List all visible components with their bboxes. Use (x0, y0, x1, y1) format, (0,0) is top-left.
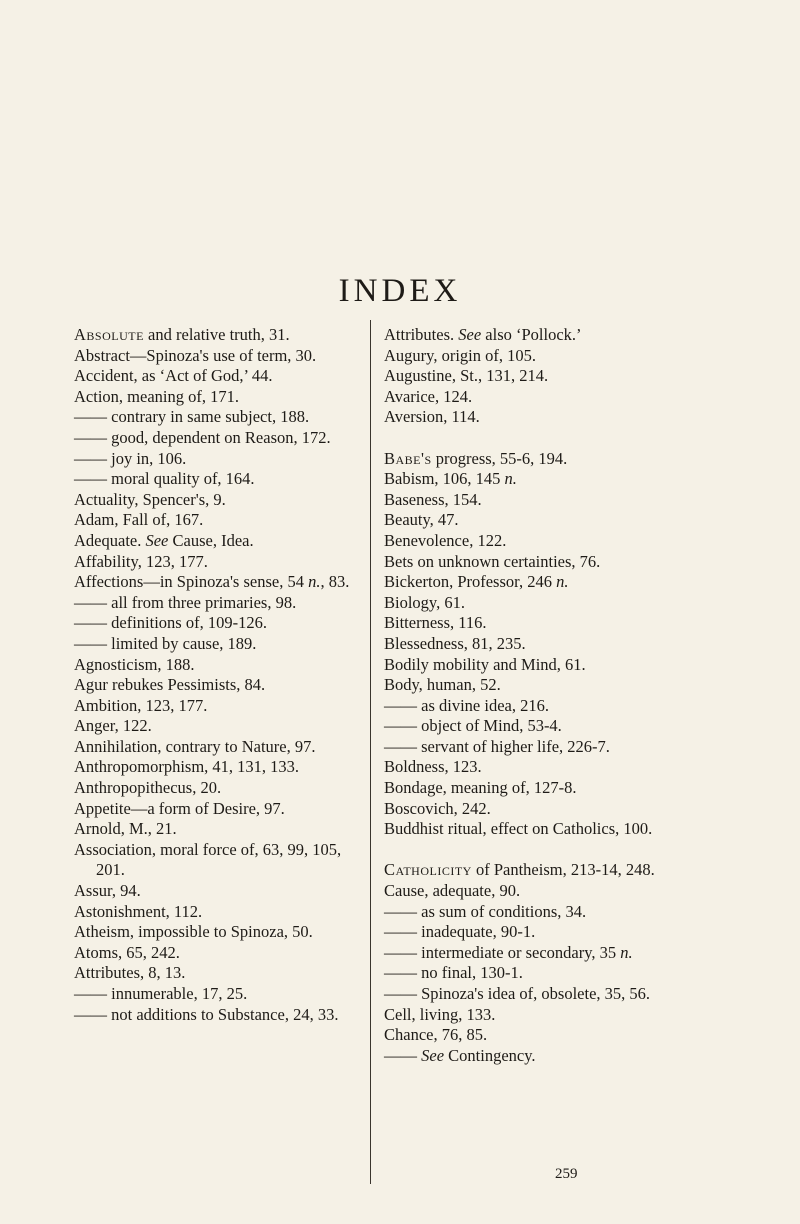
entry-text: Agur rebukes Pessimists, 84. (74, 675, 266, 695)
entry-text: Abstract—Spinoza's use of term, 30. (74, 345, 317, 365)
entry-text: —— contrary in same subject, 188. (74, 407, 310, 427)
entry-text: —— intermediate or secondary, 35 (384, 942, 621, 962)
index-entry (74, 716, 366, 737)
entry-text-after: Contingency. (444, 1045, 536, 1065)
index-entry (384, 860, 694, 881)
index-entry (384, 737, 694, 758)
entry-text: Bodily mobility and Mind, 61. (384, 654, 586, 674)
index-entry (384, 510, 694, 531)
entry-text: —— moral quality of, 164. (74, 469, 255, 489)
index-entry (74, 902, 366, 923)
entry-text: Chance, 76, 85. (384, 1025, 488, 1045)
index-entry (384, 613, 694, 634)
index-entry (384, 963, 694, 984)
entry-text: Biology, 61. (384, 592, 465, 612)
entry-text: —— joy in, 106. (74, 448, 187, 468)
index-entry (74, 737, 366, 758)
entry-text-after: Cause, Idea. (168, 530, 254, 550)
entry-text: Action, meaning of, 171. (74, 386, 239, 406)
entry-text: —— not additions to Substance, 24, 33. (74, 1004, 339, 1024)
index-entry (384, 922, 694, 943)
index-entry (74, 778, 366, 799)
index-entry (384, 552, 694, 573)
entry-text: Augury, origin of, 105. (384, 345, 536, 365)
entry-text: —— definitions of, 109-126. (74, 613, 267, 633)
entry-italic: n. (504, 469, 517, 489)
entry-text: Anthropomorphism, 41, 131, 133. (74, 757, 300, 777)
entry-text: Body, human, 52. (384, 675, 501, 695)
entry-text: Cause, adequate, 90. (384, 881, 521, 901)
index-entry (74, 984, 366, 1005)
entry-text: —— innumerable, 17, 25. (74, 984, 248, 1003)
entry-text: Anger, 122. (74, 716, 152, 736)
entry-text: Adam, Fall of, 167. (74, 510, 204, 530)
index-entry (74, 799, 366, 820)
index-entry (384, 1005, 694, 1026)
entry-lead-word: Babe's (384, 448, 432, 468)
index-entry (384, 490, 694, 511)
index-entry (74, 819, 366, 840)
entry-text: progress, 55-6, 194. (431, 448, 568, 468)
entry-text: Ambition, 123, 177. (74, 695, 208, 715)
entry-italic: n. (556, 572, 569, 592)
index-entry (384, 346, 694, 367)
entry-text: Augustine, St., 131, 214. (384, 366, 549, 386)
index-entry (384, 984, 694, 1005)
index-entry (74, 634, 366, 655)
entry-text: Affability, 123, 177. (74, 551, 208, 571)
index-entry (384, 778, 694, 799)
index-entry (384, 716, 694, 737)
entry-text: Adequate. (74, 530, 146, 550)
index-entry (384, 469, 694, 490)
entry-text: Annihilation, contrary to Nature, 97. (74, 736, 316, 756)
entry-text: Astonishment, 112. (74, 901, 203, 921)
index-entry (74, 449, 366, 470)
index-entry (384, 902, 694, 923)
index-entry (384, 696, 694, 717)
index-column-right (384, 325, 694, 1066)
entry-text: Atheism, impossible to Spinoza, 50. (74, 922, 313, 942)
entry-text: Avarice, 124. (384, 386, 473, 406)
index-entry (74, 428, 366, 449)
entry-italic: n. (620, 942, 633, 962)
index-entry (74, 696, 366, 717)
entry-italic: See (145, 530, 169, 550)
index-entry (74, 572, 366, 593)
entry-text: Attributes, 8, 13. (74, 963, 186, 983)
index-entry (74, 531, 366, 552)
entry-text: —— inadequate, 90-1. (384, 922, 536, 942)
entry-text-after: , 83. (320, 572, 350, 592)
entry-text: —— as sum of conditions, 34. (384, 901, 587, 921)
index-entry (74, 1005, 366, 1026)
entry-text: Atoms, 65, 242. (74, 942, 180, 962)
entry-lead-word: Catholicity (384, 860, 472, 880)
index-entry (74, 346, 366, 367)
entry-text: Bitterness, 116. (384, 613, 487, 633)
entry-text: Assur, 94. (74, 881, 141, 901)
index-entry (384, 593, 694, 614)
entry-text: —— servant of higher life, 226-7. (384, 736, 610, 756)
index-entry (384, 675, 694, 696)
entry-text: Accident, as ‘Act of God,’ 44. (74, 366, 273, 386)
index-entry (74, 510, 366, 531)
entry-text: Association, moral force of, 63, 99, 105, 201. (74, 839, 342, 880)
index-entry (384, 757, 694, 778)
index-entry (384, 387, 694, 408)
index-entry (74, 922, 366, 943)
index-entry (384, 366, 694, 387)
entry-lead-word: Absolute (74, 325, 144, 344)
entry-text: Anthropopithecus, 20. (74, 778, 222, 798)
index-entry (384, 1025, 694, 1046)
index-entry (384, 819, 694, 840)
entry-text: —— (384, 1045, 422, 1065)
index-entry (74, 881, 366, 902)
entry-text: Buddhist ritual, effect on Catholics, 100. (384, 819, 653, 839)
index-entry (384, 943, 694, 964)
index-entry (384, 325, 694, 346)
entry-text: Boscovich, 242. (384, 798, 491, 818)
index-entry (384, 655, 694, 676)
entry-text: Attributes. (384, 325, 459, 344)
entry-text: Appetite—a form of Desire, 97. (74, 798, 285, 818)
index-entry (74, 593, 366, 614)
index-entry (74, 407, 366, 428)
index-entry (384, 634, 694, 655)
entry-text: —— all from three primaries, 98. (74, 592, 297, 612)
entry-text: Aversion, 114. (384, 407, 480, 427)
index-entry (384, 572, 694, 593)
index-entry (74, 757, 366, 778)
index-entry (74, 490, 366, 511)
entry-text: —— as divine idea, 216. (384, 695, 549, 715)
index-entry (384, 531, 694, 552)
entry-text: Benevolence, 122. (384, 530, 507, 550)
index-entry (74, 655, 366, 676)
index-entry (384, 799, 694, 820)
page-title: INDEX (338, 273, 462, 309)
index-entry (384, 1046, 694, 1067)
entry-text: of Pantheism, 213-14, 248. (471, 860, 655, 880)
entry-italic: See (458, 325, 482, 344)
index-entry (74, 325, 366, 346)
entry-italic: n. (308, 572, 321, 592)
index-entry (74, 387, 366, 408)
entry-text: and relative truth, 31. (143, 325, 290, 344)
entry-text: —— limited by cause, 189. (74, 633, 257, 653)
entry-text: —— good, dependent on Reason, 172. (74, 427, 331, 447)
index-entry (74, 963, 366, 984)
index-entry (74, 943, 366, 964)
section-gap (384, 840, 694, 861)
entry-text: Bets on unknown certainties, 76. (384, 551, 601, 571)
index-entry (74, 675, 366, 696)
entry-text: Agnosticism, 188. (74, 654, 195, 674)
entry-text: Blessedness, 81, 235. (384, 633, 526, 653)
index-entry (74, 366, 366, 387)
index-entry (74, 552, 366, 573)
entry-text: Baseness, 154. (384, 489, 482, 509)
index-entry (384, 881, 694, 902)
entry-text: Boldness, 123. (384, 757, 482, 777)
entry-text: Affections—in Spinoza's sense, 54 (74, 572, 309, 592)
column-divider (370, 320, 371, 1184)
entry-text: Bondage, meaning of, 127-8. (384, 778, 577, 798)
index-column-left (74, 325, 366, 1025)
entry-text: —— no final, 130-1. (384, 963, 523, 983)
entry-text: Cell, living, 133. (384, 1004, 496, 1024)
entry-text: Bickerton, Professor, 246 (384, 572, 557, 592)
entry-text: —— object of Mind, 53-4. (384, 716, 562, 736)
index-entry (74, 840, 366, 881)
entry-text: Arnold, M., 21. (74, 819, 177, 839)
entry-text: —— Spinoza's idea of, obsolete, 35, 56. (384, 984, 651, 1003)
index-entry (74, 613, 366, 634)
section-gap (384, 428, 694, 449)
entry-italic: See (421, 1045, 445, 1065)
entry-text-after: also ‘Pollock.’ (481, 325, 582, 344)
entry-text: Beauty, 47. (384, 510, 459, 530)
page-number: 259 (555, 1166, 578, 1182)
index-entry (384, 407, 694, 428)
index-entry (384, 449, 694, 470)
entry-text: Babism, 106, 145 (384, 469, 505, 489)
index-entry (74, 469, 366, 490)
entry-text: Actuality, Spencer's, 9. (74, 489, 226, 509)
